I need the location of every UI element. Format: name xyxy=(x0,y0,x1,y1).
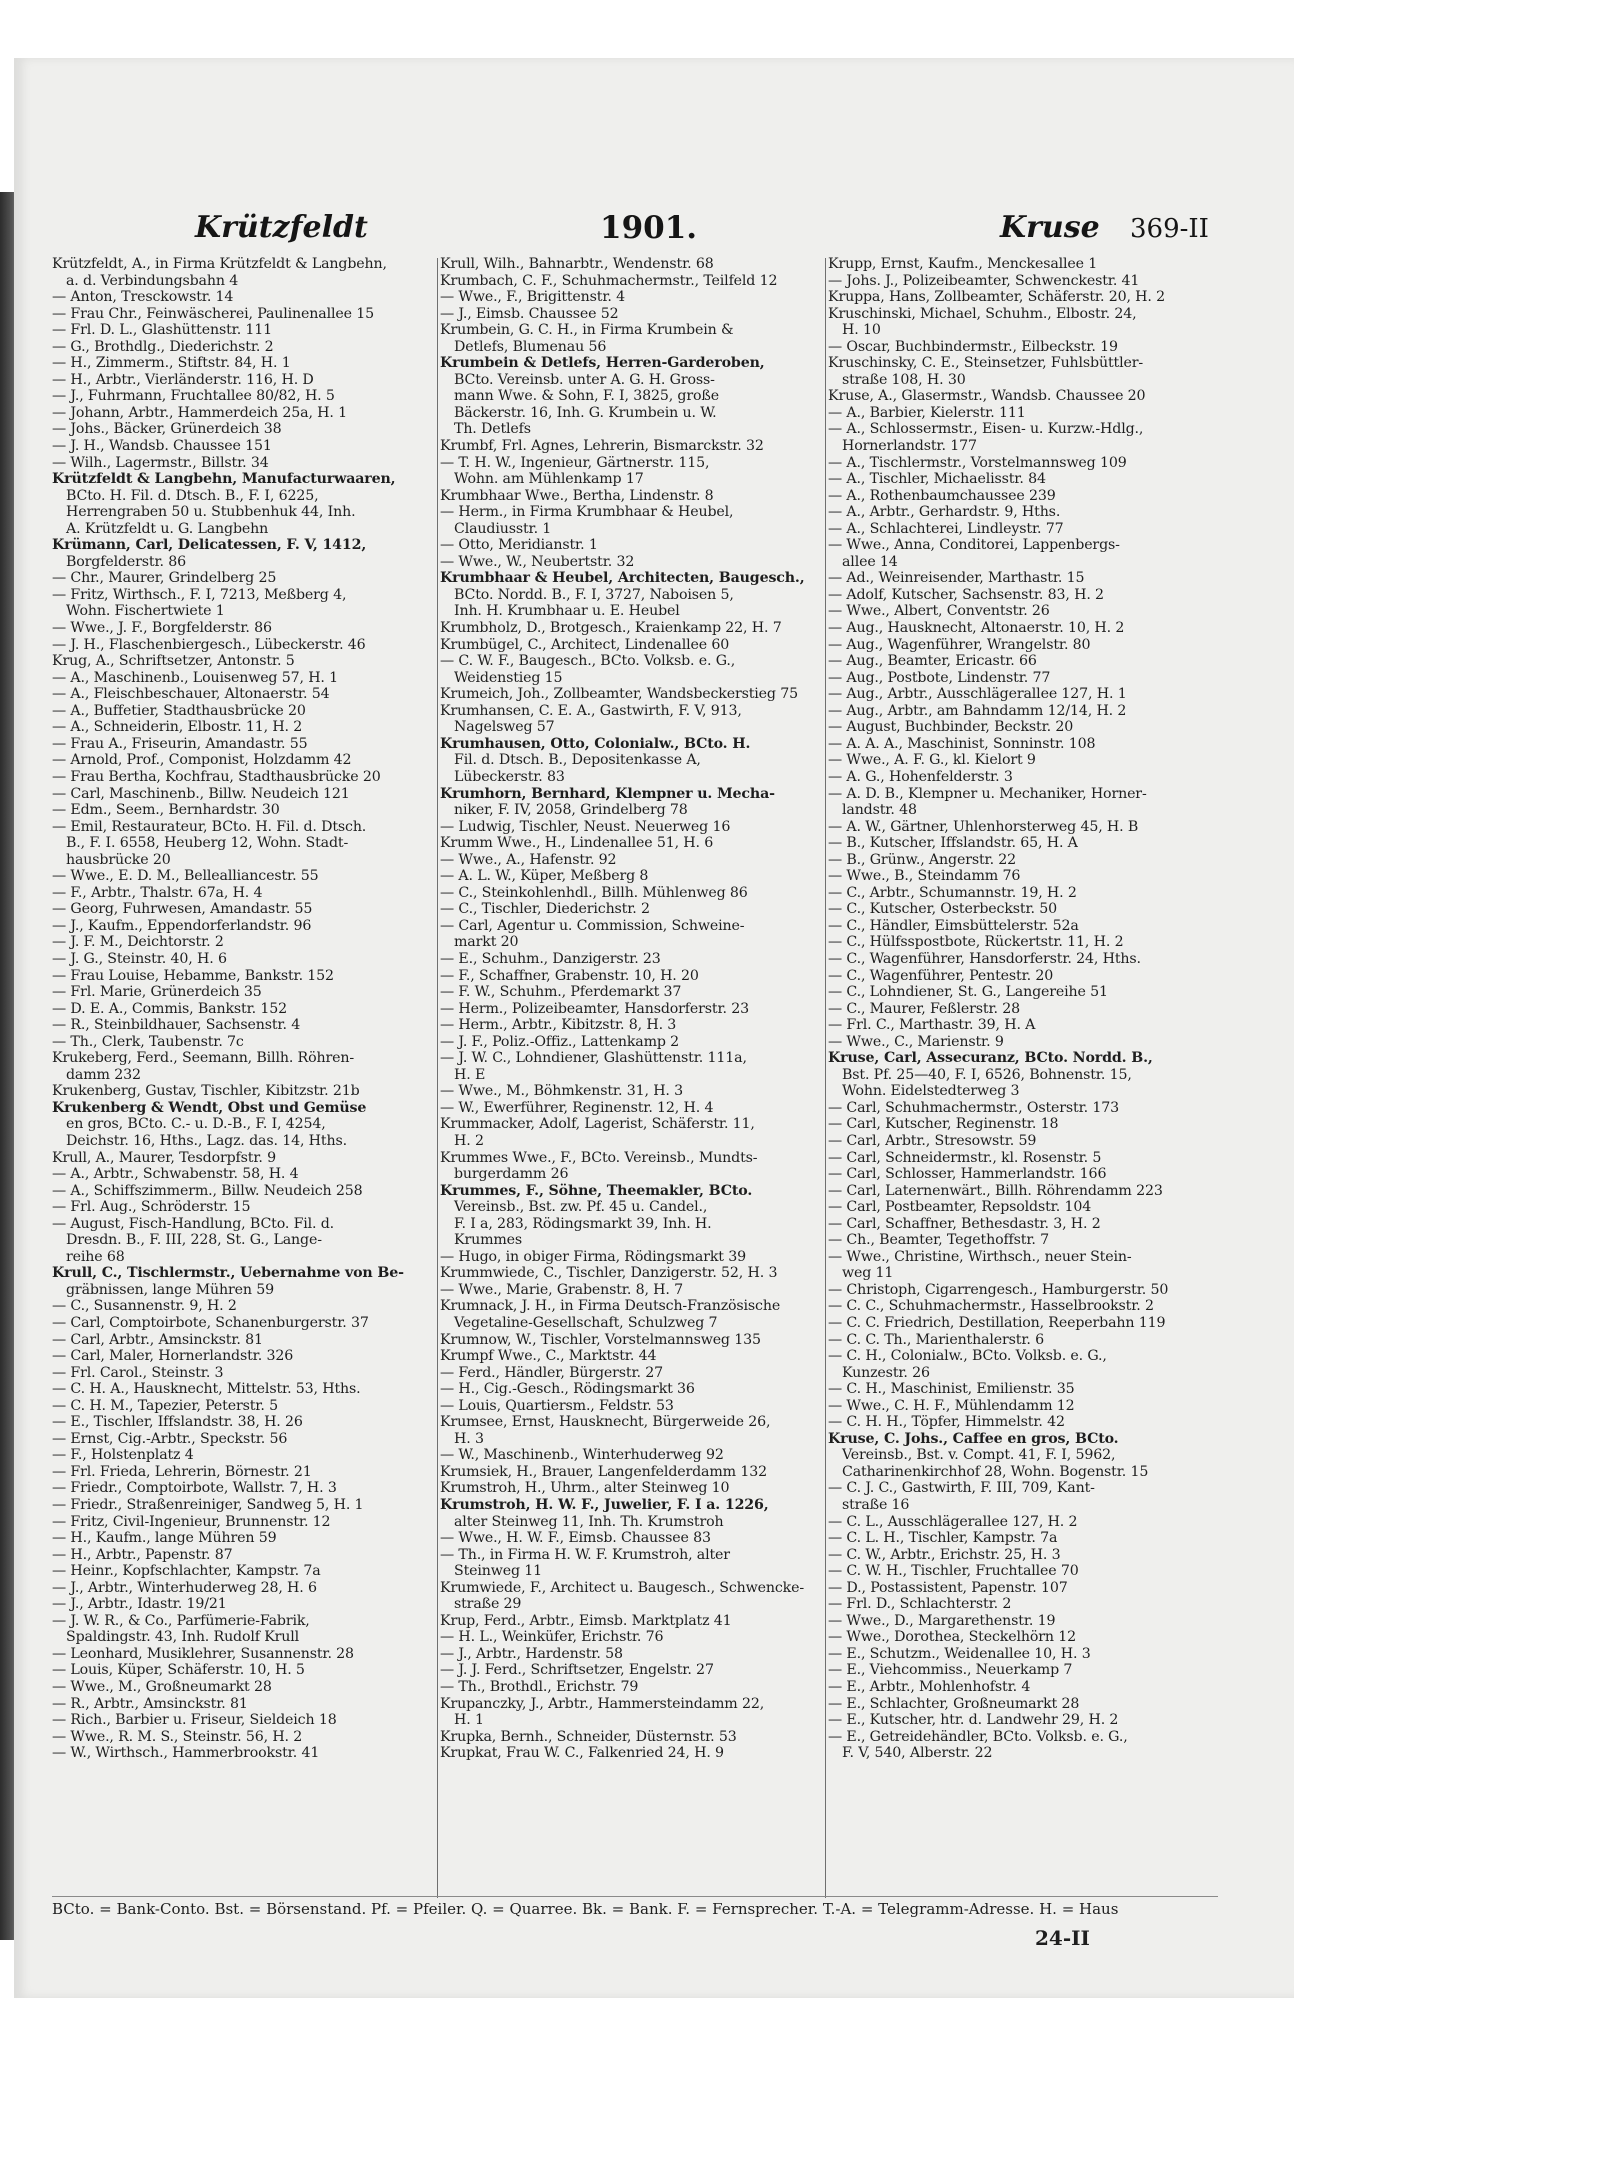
directory-entry: — C. L., Ausschlägerallee 127, H. 2 xyxy=(828,1513,1078,1530)
directory-entry: — A., Schlossermstr., Eisen- u. Kurzw.-Hdlg., xyxy=(828,421,1144,438)
directory-entry: — C. H. M., Tapezier, Peterstr. 5 xyxy=(52,1397,278,1414)
directory-entry: — C. H., Maschinist, Emilienstr. 35 xyxy=(828,1381,1075,1398)
abbreviation-legend: BCto. = Bank-Conto. Bst. = Börsenstand. Pf. = Pfeiler. Q. = Quarree. Bk. = Bank. F. = Fernsprecher. T.-A. = Telegramm-Adresse. H. = Haus xyxy=(52,1900,1119,1918)
directory-entry: Krumbf, Frl. Agnes, Lehrerin, Bismarckstr. 32 xyxy=(440,438,764,455)
directory-entry: — Carl, Schneidermstr., kl. Rosenstr. 5 xyxy=(828,1149,1102,1166)
directory-entry: — F. W., Schuhm., Pferdemarkt 37 xyxy=(440,984,682,1001)
directory-entry: — Frau A., Friseurin, Amandastr. 55 xyxy=(52,735,308,752)
directory-entry: — Wwe., F., Brigittenstr. 4 xyxy=(440,289,626,306)
directory-entry: — J. W. C., Lohndiener, Glashüttenstr. 111a, xyxy=(440,1050,747,1067)
directory-entry: — Aug., Wagenführer, Wrangelstr. 80 xyxy=(828,636,1091,653)
directory-entry: markt 20 xyxy=(454,934,519,951)
directory-entry: — Carl, Maler, Hornerlandstr. 326 xyxy=(52,1348,294,1365)
directory-entry: — Frau Chr., Feinwäscherei, Paulinenallee 15 xyxy=(52,305,374,322)
directory-entry: Wohn. Fischertwiete 1 xyxy=(66,603,225,620)
directory-entry: — B., Grünw., Angerstr. 22 xyxy=(828,851,1017,868)
directory-entry: — A., Arbtr., Gerhardstr. 9, Hths. xyxy=(828,504,1061,521)
directory-entry: — F., Arbtr., Thalstr. 67a, H. 4 xyxy=(52,884,263,901)
directory-entry: — Aug., Beamter, Ericastr. 66 xyxy=(828,653,1037,670)
directory-entry: — Wwe., H. W. F., Eimsb. Chaussee 83 xyxy=(440,1530,711,1547)
directory-entry-firm: Krull, C., Tischlermstr., Uebernahme von Be- xyxy=(52,1265,404,1282)
directory-entry: — Adolf, Kutscher, Sachsenstr. 83, H. 2 xyxy=(828,586,1104,603)
directory-entry: — Ferd., Händler, Bürgerstr. 27 xyxy=(440,1364,664,1381)
directory-entry: Kruse, A., Glasermstr., Wandsb. Chaussee 20 xyxy=(828,388,1146,405)
directory-entry: — A., Tischlermstr., Vorstelmannsweg 109 xyxy=(828,454,1127,471)
directory-entry: — A. A. A., Maschinist, Sonninstr. 108 xyxy=(828,735,1096,752)
directory-entry: Krull, A., Maurer, Tesdorpfstr. 9 xyxy=(52,1149,277,1166)
directory-entry: — H. L., Weinküfer, Erichstr. 76 xyxy=(440,1629,664,1646)
directory-entry: — J. W. R., & Co., Parfümerie-Fabrik, xyxy=(52,1612,310,1629)
directory-entry: Krumwiede, F., Architect u. Baugesch., Schwencke- xyxy=(440,1579,805,1596)
directory-entry: alter Steinweg 11, Inh. Th. Krumstroh xyxy=(454,1513,724,1530)
directory-entry: — Wwe., Albert, Conventstr. 26 xyxy=(828,603,1050,620)
directory-entry: Krukeberg, Ferd., Seemann, Billh. Röhren- xyxy=(52,1050,354,1067)
directory-entry: — Herm., Arbtr., Kibitzstr. 8, H. 3 xyxy=(440,1017,677,1034)
directory-entry: Krumm Wwe., H., Lindenallee 51, H. 6 xyxy=(440,835,714,852)
directory-entry-firm: Krumstroh, H. W. F., Juwelier, F. I a. 1226, xyxy=(440,1497,769,1514)
directory-entry: Wohn. Eidelstedterweg 3 xyxy=(842,1083,1020,1100)
column-divider xyxy=(437,258,438,1898)
directory-entry: — Wwe., Dorothea, Steckelhörn 12 xyxy=(828,1629,1076,1646)
directory-entry: — Wwe., E. D. M., Bellealliancestr. 55 xyxy=(52,868,319,885)
directory-entry: — Oscar, Buchbindermstr., Eilbeckstr. 19 xyxy=(828,338,1118,355)
directory-entry: Krumstroh, H., Uhrm., alter Steinweg 10 xyxy=(440,1480,730,1497)
directory-entry-firm: Krumbhaar & Heubel, Architecten, Baugesch., xyxy=(440,570,805,587)
directory-entry: — Carl, Arbtr., Stresowstr. 59 xyxy=(828,1132,1037,1149)
directory-entry-firm: Kruse, Carl, Assecuranz, BCto. Nordd. B., xyxy=(828,1050,1153,1067)
page-year: 1901. xyxy=(600,210,698,246)
directory-entry: Claudiusstr. 1 xyxy=(454,520,552,537)
directory-entry: Catharinenkirchhof 28, Wohn. Bogenstr. 15 xyxy=(842,1463,1149,1480)
directory-entry: allee 14 xyxy=(842,553,898,570)
directory-entry: Krug, A., Schriftsetzer, Antonstr. 5 xyxy=(52,653,295,670)
directory-entry: Krummes xyxy=(454,1232,523,1249)
directory-entry: — A., Maschinenb., Louisenweg 57, H. 1 xyxy=(52,669,339,686)
directory-entry: — C., Kutscher, Osterbeckstr. 50 xyxy=(828,901,1057,918)
directory-entry: gräbnissen, lange Mühren 59 xyxy=(66,1281,274,1298)
directory-entry: — C. C. Th., Marienthalerstr. 6 xyxy=(828,1331,1045,1348)
directory-entry: — C., Hülfsspostbote, Rückertstr. 11, H. 2 xyxy=(828,934,1124,951)
directory-entry: — J. G., Steinstr. 40, H. 6 xyxy=(52,950,227,967)
directory-entry: Borgfelderstr. 86 xyxy=(66,553,187,570)
directory-entry: — H., Zimmerm., Stiftstr. 84, H. 1 xyxy=(52,355,291,372)
directory-entry: landstr. 48 xyxy=(842,802,917,819)
directory-entry: Krummacker, Adolf, Lagerist, Schäferstr. 11, xyxy=(440,1116,755,1133)
directory-entry: — E., Kutscher, htr. d. Landwehr 29, H. 2 xyxy=(828,1712,1119,1729)
directory-entry: — Otto, Meridianstr. 1 xyxy=(440,537,598,554)
directory-entry: — Ernst, Cig.-Arbtr., Speckstr. 56 xyxy=(52,1430,288,1447)
directory-entry: — Frau Louise, Hebamme, Bankstr. 152 xyxy=(52,967,334,984)
directory-entry: — Ad., Weinreisender, Marthastr. 15 xyxy=(828,570,1085,587)
directory-entry: Krumbhaar Wwe., Bertha, Lindenstr. 8 xyxy=(440,487,714,504)
directory-entry: Hornerlandstr. 177 xyxy=(842,438,977,455)
directory-entry: — C. H. H., Töpfer, Himmelstr. 42 xyxy=(828,1414,1065,1431)
directory-entry: Krumnack, J. H., in Firma Deutsch-Französische xyxy=(440,1298,781,1315)
directory-entry: Steinweg 11 xyxy=(454,1563,543,1580)
directory-entry: — Carl, Maschinenb., Billw. Neudeich 121 xyxy=(52,785,350,802)
directory-entry: BCto. Nordd. B., F. I, 3727, Naboisen 5, xyxy=(454,586,734,603)
directory-entry: — August, Fisch-Handlung, BCto. Fil. d. xyxy=(52,1215,335,1232)
directory-entry: — A., Arbtr., Schwabenstr. 58, H. 4 xyxy=(52,1166,299,1183)
directory-entry: Krumnow, W., Tischler, Vorstelmannsweg 135 xyxy=(440,1331,761,1348)
directory-entry: — Frl. Aug., Schröderstr. 15 xyxy=(52,1199,251,1216)
directory-entry: — Aug., Arbtr., Ausschlägerallee 127, H. 1 xyxy=(828,686,1127,703)
directory-entry: Fil. d. Dtsch. B., Depositenkasse A, xyxy=(454,752,701,769)
directory-entry: Krumbein, G. C. H., in Firma Krumbein & xyxy=(440,322,734,339)
directory-entry: en gros, BCto. C.- u. D.-B., F. I, 4254, xyxy=(66,1116,326,1133)
directory-entry: — A., Rothenbaumchaussee 239 xyxy=(828,487,1056,504)
directory-entry: — A., Fleischbeschauer, Altonaerstr. 54 xyxy=(52,686,330,703)
directory-entry: H. 10 xyxy=(842,322,881,339)
directory-entry: — Frl. C., Marthastr. 39, H. A xyxy=(828,1017,1036,1034)
directory-entry: A. Krützfeldt u. G. Langbehn xyxy=(66,520,269,537)
directory-entry-firm: Krumbein & Detlefs, Herren-Garderoben, xyxy=(440,355,765,372)
directory-entry: — C. H. A., Hausknecht, Mittelstr. 53, Hths. xyxy=(52,1381,361,1398)
directory-entry: B., F. I. 6558, Heuberg 12, Wohn. Stadt- xyxy=(66,835,349,852)
directory-entry: — J. H., Wandsb. Chaussee 151 xyxy=(52,438,272,455)
directory-entry: — Herm., Polizeibeamter, Hansdorferstr. 23 xyxy=(440,1000,750,1017)
directory-entry: — A., Buffetier, Stadthausbrücke 20 xyxy=(52,702,306,719)
directory-entry: Herrengraben 50 u. Stubbenhuk 44, Inh. xyxy=(66,504,356,521)
directory-entry: — Edm., Seem., Bernhardstr. 30 xyxy=(52,802,280,819)
directory-entry: mann Wwe. & Sohn, F. I, 3825, große xyxy=(454,388,719,405)
directory-entry: Vereinsb., Bst. v. Compt. 41, F. I, 5962, xyxy=(842,1447,1116,1464)
directory-entry: — C. W. F., Baugesch., BCto. Volksb. e. G., xyxy=(440,653,736,670)
directory-entry: — Wilh., Lagermstr., Billstr. 34 xyxy=(52,454,269,471)
directory-entry: Detlefs, Blumenau 56 xyxy=(454,338,607,355)
directory-entry: H. 2 xyxy=(454,1132,484,1149)
directory-entry: Krukenberg, Gustav, Tischler, Kibitzstr. 21b xyxy=(52,1083,360,1100)
directory-entry: — Fritz, Wirthsch., F. I, 7213, Meßberg 4, xyxy=(52,586,347,603)
directory-entry: — D., Postassistent, Papenstr. 107 xyxy=(828,1579,1068,1596)
directory-entry: — Frl. Carol., Steinstr. 3 xyxy=(52,1364,224,1381)
directory-entry: — Wwe., Marie, Grabenstr. 8, H. 7 xyxy=(440,1281,683,1298)
directory-entry-firm: Krümann, Carl, Delicatessen, F. V, 1412, xyxy=(52,537,367,554)
directory-entry: — Wwe., W., Neubertstr. 32 xyxy=(440,553,635,570)
directory-entry: — Wwe., C., Marienstr. 9 xyxy=(828,1033,1004,1050)
directory-entry: BCto. H. Fil. d. Dtsch. B., F. I, 6225, xyxy=(66,487,319,504)
directory-entry-firm: Krumhausen, Otto, Colonialw., BCto. H. xyxy=(440,735,751,752)
directory-entry: — Johs. J., Polizeibeamter, Schwenckestr. 41 xyxy=(828,272,1140,289)
directory-entry: — Wwe., M., Großneumarkt 28 xyxy=(52,1679,272,1696)
directory-entry: — Friedr., Comptoirbote, Wallstr. 7, H. 3 xyxy=(52,1480,337,1497)
directory-entry: — Leonhard, Musiklehrer, Susannenstr. 28 xyxy=(52,1645,354,1662)
directory-entry: — Wwe., J. F., Borgfelderstr. 86 xyxy=(52,620,272,637)
directory-entry: — C., Maurer, Feßlerstr. 28 xyxy=(828,1000,1021,1017)
directory-entry: — Johann, Arbtr., Hammerdeich 25a, H. 1 xyxy=(52,404,348,421)
directory-entry: Krup, Ferd., Arbtr., Eimsb. Marktplatz 41 xyxy=(440,1612,732,1629)
directory-entry: BCto. Vereinsb. unter A. G. H. Gross- xyxy=(454,371,715,388)
directory-entry: — H., Arbtr., Papenstr. 87 xyxy=(52,1546,233,1563)
directory-entry: — G., Brothdlg., Diederichstr. 2 xyxy=(52,338,274,355)
directory-entry: — C. C. Friedrich, Destillation, Reeperbahn 119 xyxy=(828,1315,1166,1331)
directory-entry-firm: Krumhorn, Bernhard, Klempner u. Mecha- xyxy=(440,785,775,802)
directory-entry: — Wwe., Anna, Conditorei, Lappenbergs- xyxy=(828,537,1120,554)
running-head-left: Krützfeldt xyxy=(195,210,368,245)
directory-entry: — J., Eimsb. Chaussee 52 xyxy=(440,305,619,322)
directory-entry: — J. J. Ferd., Schriftsetzer, Engelstr. 27 xyxy=(440,1662,714,1679)
column-3 xyxy=(828,256,1226,1896)
directory-entry: — H., Arbtr., Vierländerstr. 116, H. D xyxy=(52,371,314,388)
directory-entry: — A., Schiffszimmerm., Billw. Neudeich 258 xyxy=(52,1182,363,1199)
directory-entry: — Th., in Firma H. W. F. Krumstroh, alter xyxy=(440,1546,730,1563)
directory-entry: — Wwe., D., Margarethenstr. 19 xyxy=(828,1612,1056,1629)
directory-entry: H. E xyxy=(454,1066,486,1083)
directory-entry: — C. L. H., Tischler, Kampstr. 7a xyxy=(828,1530,1058,1547)
directory-entry: — C. J. C., Gastwirth, F. III, 709, Kant- xyxy=(828,1480,1095,1497)
directory-entry: Krumsiek, H., Brauer, Langenfelderdamm 132 xyxy=(440,1463,767,1480)
directory-entry: — A. D. B., Klempner u. Mechaniker, Horner- xyxy=(828,785,1147,802)
directory-entry: — Louis, Quartiersm., Feldstr. 53 xyxy=(440,1397,674,1414)
directory-entry: — Frl. D., Schlachterstr. 2 xyxy=(828,1596,1012,1613)
directory-entry: burgerdamm 26 xyxy=(454,1166,569,1183)
column-2 xyxy=(440,256,838,1896)
directory-entry: — Ch., Beamter, Tegethoffstr. 7 xyxy=(828,1232,1050,1249)
directory-entry: Krumhansen, C. E. A., Gastwirth, F. V, 913, xyxy=(440,702,742,719)
directory-entry: — C. H., Colonialw., BCto. Volksb. e. G., xyxy=(828,1348,1107,1365)
directory-entry: Kruschinski, Michael, Schuhm., Elbostr. 24, xyxy=(828,305,1137,322)
directory-entry: — J., Fuhrmann, Fruchtallee 80/82, H. 5 xyxy=(52,388,335,405)
directory-entry: — A., Tischler, Michaelisstr. 84 xyxy=(828,471,1046,488)
directory-entry: — C. C., Schuhmachermstr., Hasselbrookstr. 2 xyxy=(828,1298,1154,1315)
directory-entry: — J., Kaufm., Eppendorferlandstr. 96 xyxy=(52,917,312,934)
directory-entry: — H., Kaufm., lange Mühren 59 xyxy=(52,1530,277,1547)
directory-entry: — C., Arbtr., Schumannstr. 19, H. 2 xyxy=(828,884,1077,901)
directory-entry: straße 29 xyxy=(454,1596,522,1613)
directory-entry: — F., Holstenplatz 4 xyxy=(52,1447,194,1464)
directory-entry: — Emil, Restaurateur, BCto. H. Fil. d. Dtsch. xyxy=(52,818,367,835)
directory-entry: Krumpf Wwe., C., Marktstr. 44 xyxy=(440,1348,657,1365)
directory-entry: — Friedr., Straßenreiniger, Sandweg 5, H. 1 xyxy=(52,1497,364,1514)
directory-entry: — A. W., Gärtner, Uhlenhorsterweg 45, H. B xyxy=(828,818,1139,835)
directory-entry: — Heinr., Kopfschlachter, Kampstr. 7a xyxy=(52,1563,321,1580)
directory-entry: — C., Wagenführer, Pentestr. 20 xyxy=(828,967,1054,984)
directory-entry: — Aug., Hausknecht, Altonaerstr. 10, H. 2 xyxy=(828,620,1125,637)
directory-entry: — J. F., Poliz.-Offiz., Lattenkamp 2 xyxy=(440,1033,680,1050)
directory-entry: Spaldingstr. 43, Inh. Rudolf Krull xyxy=(66,1629,300,1646)
directory-entry: — B., Kutscher, Iffslandstr. 65, H. A xyxy=(828,835,1078,852)
directory-entry: Krupp, Ernst, Kaufm., Menckesallee 1 xyxy=(828,256,1098,272)
directory-entry: — Carl, Postbeamter, Repsoldstr. 104 xyxy=(828,1199,1092,1216)
directory-entry: — C., Tischler, Diederichstr. 2 xyxy=(440,901,650,918)
directory-entry: — E., Tischler, Iffslandstr. 38, H. 26 xyxy=(52,1414,303,1431)
directory-entry: — Carl, Schuhmachermstr., Osterstr. 173 xyxy=(828,1099,1120,1116)
directory-entry: — A., Schlachterei, Lindleystr. 77 xyxy=(828,520,1064,537)
directory-entry: — Georg, Fuhrwesen, Amandastr. 55 xyxy=(52,901,313,918)
directory-entry: — H., Cig.-Gesch., Rödingsmarkt 36 xyxy=(440,1381,695,1398)
directory-entry: Bäckerstr. 16, Inh. G. Krumbein u. W. xyxy=(454,404,717,421)
directory-entry: — Ludwig, Tischler, Neust. Neuerweg 16 xyxy=(440,818,731,835)
directory-entry: — Herm., in Firma Krumbhaar & Heubel, xyxy=(440,504,734,521)
directory-entry: Wohn. am Mühlenkamp 17 xyxy=(454,471,644,488)
directory-entry-firm: Krummes, F., Söhne, Theemakler, BCto. xyxy=(440,1182,753,1199)
directory-entry: — Frl. D. L., Glashüttenstr. 111 xyxy=(52,322,273,339)
directory-entry: — Wwe., R. M. S., Steinstr. 56, H. 2 xyxy=(52,1728,303,1745)
directory-entry: — Wwe., C. H. F., Mühlendamm 12 xyxy=(828,1397,1075,1414)
directory-entry: damm 232 xyxy=(66,1066,141,1083)
directory-entry: — Wwe., A. F. G., kl. Kielort 9 xyxy=(828,752,1036,769)
directory-entry: — Aug., Postbote, Lindenstr. 77 xyxy=(828,669,1051,686)
directory-entry: Krupanczky, J., Arbtr., Hammersteindamm 22, xyxy=(440,1695,765,1712)
signature-mark: 24-II xyxy=(1035,1926,1090,1950)
directory-entry: — W., Maschinenb., Winterhuderweg 92 xyxy=(440,1447,724,1464)
directory-entry: Kunzestr. 26 xyxy=(842,1364,930,1381)
directory-entry: Bst. Pf. 25—40, F. I, 6526, Bohnenstr. 15, xyxy=(842,1066,1132,1083)
column-divider xyxy=(825,258,826,1898)
directory-entry: — Frau Bertha, Kochfrau, Stadthausbrücke 20 xyxy=(52,768,381,785)
directory-entry: Deichstr. 16, Hths., Lagz. das. 14, Hths. xyxy=(66,1132,347,1149)
directory-entry: — E., Viehcommiss., Neuerkamp 7 xyxy=(828,1662,1073,1679)
directory-entry: Krumbach, C. F., Schuhmachermstr., Teilfeld 12 xyxy=(440,272,778,289)
directory-entry: — A. G., Hohenfelderstr. 3 xyxy=(828,768,1013,785)
directory-entry: H. 3 xyxy=(454,1430,484,1447)
directory-entry-firm: Kruse, C. Johs., Caffee en gros, BCto. xyxy=(828,1430,1119,1447)
directory-entry: Krumbholz, D., Brotgesch., Kraienkamp 22, H. 7 xyxy=(440,620,782,637)
directory-entry: — J. F. M., Deichtorstr. 2 xyxy=(52,934,224,951)
directory-entry: — E., Getreidehändler, BCto. Volksb. e. G., xyxy=(828,1728,1128,1745)
directory-entry: — Carl, Kutscher, Reginenstr. 18 xyxy=(828,1116,1059,1133)
directory-entry: — Frl. Marie, Grünerdeich 35 xyxy=(52,984,262,1001)
directory-entry: — J. H., Flaschenbiergesch., Lübeckerstr. 46 xyxy=(52,636,366,653)
directory-entry: — J., Arbtr., Idastr. 19/21 xyxy=(52,1596,227,1613)
directory-entry: reihe 68 xyxy=(66,1248,125,1265)
directory-entry: Krummes Wwe., F., BCto. Vereinsb., Mundts- xyxy=(440,1149,758,1166)
directory-entry: Kruschinsky, C. E., Steinsetzer, Fuhlsbüttler- xyxy=(828,355,1143,372)
directory-entry: Krützfeldt, A., in Firma Krützfeldt & Langbehn, xyxy=(52,256,387,272)
directory-entry: — Arnold, Prof., Componist, Holzdamm 42 xyxy=(52,752,352,769)
directory-entry: a. d. Verbindungsbahn 4 xyxy=(66,272,239,289)
directory-entry: — Anton, Tresckowstr. 14 xyxy=(52,289,234,306)
directory-entry: F. V, 540, Alberstr. 22 xyxy=(842,1745,993,1762)
directory-entry: Lübeckerstr. 83 xyxy=(454,768,565,785)
directory-entry: hausbrücke 20 xyxy=(66,851,171,868)
directory-entry: — Chr., Maurer, Grindelberg 25 xyxy=(52,570,277,587)
directory-entry: — J., Arbtr., Winterhuderweg 28, H. 6 xyxy=(52,1579,317,1596)
directory-entry: Krummwiede, C., Tischler, Danzigerstr. 52, H. 3 xyxy=(440,1265,778,1282)
directory-entry: — Carl, Laternenwärt., Billh. Röhrendamm 223 xyxy=(828,1182,1163,1199)
directory-entry: — Wwe., A., Hafenstr. 92 xyxy=(440,851,617,868)
directory-entry: straße 108, H. 30 xyxy=(842,371,966,388)
directory-entry: weg 11 xyxy=(842,1265,894,1282)
directory-entry: — C., Händler, Eimsbüttelerstr. 52a xyxy=(828,917,1079,934)
directory-entry: — Carl, Schaffner, Bethesdastr. 3, H. 2 xyxy=(828,1215,1101,1232)
directory-entry: — R., Steinbildhauer, Sachsenstr. 4 xyxy=(52,1017,301,1034)
directory-entry: — Wwe., B., Steindamm 76 xyxy=(828,868,1021,885)
directory-entry: — C., Steinkohlenhdl., Billh. Mühlenweg 86 xyxy=(440,884,748,901)
directory-entry: — Th., Clerk, Taubenstr. 7c xyxy=(52,1033,244,1050)
directory-entry: — F., Schaffner, Grabenstr. 10, H. 20 xyxy=(440,967,699,984)
directory-entry: — D. E. A., Commis, Bankstr. 152 xyxy=(52,1000,288,1017)
directory-entry: Krumbügel, C., Architect, Lindenallee 60 xyxy=(440,636,730,653)
directory-entry: — A., Schneiderin, Elbostr. 11, H. 2 xyxy=(52,719,303,736)
directory-entry: — Rich., Barbier u. Friseur, Sieldeich 18 xyxy=(52,1712,337,1729)
directory-entry: — Johs., Bäcker, Grünerdeich 38 xyxy=(52,421,282,438)
directory-entry-firm: Krukenberg & Wendt, Obst und Gemüse xyxy=(52,1099,367,1116)
directory-entry: Weidenstieg 15 xyxy=(454,669,563,686)
directory-entry: straße 16 xyxy=(842,1497,910,1514)
directory-entry: — R., Arbtr., Amsinckstr. 81 xyxy=(52,1695,248,1712)
directory-entry: Inh. H. Krumbhaar u. E. Heubel xyxy=(454,603,680,620)
directory-entry: Krumeich, Joh., Zollbeamter, Wandsbeckerstieg 75 xyxy=(440,686,798,703)
directory-entry: — Louis, Küper, Schäferstr. 10, H. 5 xyxy=(52,1662,305,1679)
directory-entry: — Frl. Frieda, Lehrerin, Börnestr. 21 xyxy=(52,1463,312,1480)
directory-entry: — Aug., Arbtr., am Bahndamm 12/14, H. 2 xyxy=(828,702,1127,719)
directory-entry: — Wwe., M., Böhmkenstr. 31, H. 3 xyxy=(440,1083,684,1100)
directory-entry: Nagelsweg 57 xyxy=(454,719,555,736)
directory-entry: — W., Wirthsch., Hammerbrookstr. 41 xyxy=(52,1745,320,1762)
directory-entry: F. I a, 283, Rödingsmarkt 39, Inh. H. xyxy=(454,1215,712,1232)
directory-entry: — Carl, Comptoirbote, Schanenburgerstr. 37 xyxy=(52,1315,369,1331)
directory-entry: — E., Arbtr., Mohlenhofstr. 4 xyxy=(828,1679,1031,1696)
directory-entry: Vereinsb., Bst. zw. Pf. 45 u. Candel., xyxy=(454,1199,708,1216)
directory-entry: — T. H. W., Ingenieur, Gärtnerstr. 115, xyxy=(440,454,710,471)
directory-entry: — Wwe., Christine, Wirthsch., neuer Stein- xyxy=(828,1248,1132,1265)
column-1 xyxy=(52,256,450,1896)
directory-entry: — W., Ewerführer, Reginenstr. 12, H. 4 xyxy=(440,1099,714,1116)
directory-entry: — A., Barbier, Kielerstr. 111 xyxy=(828,404,1026,421)
directory-entry: — E., Schuhm., Danzigerstr. 23 xyxy=(440,950,661,967)
directory-entry: Krumsee, Ernst, Hausknecht, Bürgerweide 26, xyxy=(440,1414,771,1431)
directory-entry: — E., Schlachter, Großneumarkt 28 xyxy=(828,1695,1080,1712)
running-head-right: Kruse xyxy=(1000,210,1100,245)
directory-entry: — C., Susannenstr. 9, H. 2 xyxy=(52,1298,237,1315)
directory-entry: Vegetaline-Gesellschaft, Schulzweg 7 xyxy=(454,1315,718,1331)
directory-entry: niker, F. IV, 2058, Grindelberg 78 xyxy=(454,802,688,819)
directory-entry: — C. W. H., Tischler, Fruchtallee 70 xyxy=(828,1563,1079,1580)
directory-entry: — J., Arbtr., Hardenstr. 58 xyxy=(440,1645,623,1662)
directory-entry: — Th., Brothdl., Erichstr. 79 xyxy=(440,1679,639,1696)
directory-entry: — E., Schutzm., Weidenallee 10, H. 3 xyxy=(828,1645,1091,1662)
directory-entry: H. 1 xyxy=(454,1712,484,1729)
directory-entry: — Carl, Agentur u. Commission, Schweine- xyxy=(440,917,745,934)
directory-entry: Krupka, Bernh., Schneider, Düsternstr. 53 xyxy=(440,1728,737,1745)
directory-entry: — Fritz, Civil-Ingenieur, Brunnenstr. 12 xyxy=(52,1513,331,1530)
directory-entry: Th. Detlefs xyxy=(454,421,531,438)
directory-entry: Kruppa, Hans, Zollbeamter, Schäferstr. 20, H. 2 xyxy=(828,289,1165,306)
directory-entry: — C., Wagenführer, Hansdorferstr. 24, Hths. xyxy=(828,950,1141,967)
directory-entry: Dresdn. B., F. III, 228, St. G., Lange- xyxy=(66,1232,322,1249)
footer-divider xyxy=(52,1896,1218,1897)
directory-entry: Krupkat, Frau W. C., Falkenried 24, H. 9 xyxy=(440,1745,724,1762)
page-number: 369-II xyxy=(1130,214,1209,244)
directory-entry: — Hugo, in obiger Firma, Rödingsmarkt 39 xyxy=(440,1248,746,1265)
directory-entry: — Christoph, Cigarrengesch., Hamburgerstr. 50 xyxy=(828,1281,1169,1298)
directory-entry: — A. L. W., Küper, Meßberg 8 xyxy=(440,868,649,885)
directory-entry-firm: Krützfeldt & Langbehn, Manufacturwaaren, xyxy=(52,471,396,488)
directory-entry: — C., Lohndiener, St. G., Langereihe 51 xyxy=(828,984,1108,1001)
directory-entry: Krull, Wilh., Bahnarbtr., Wendenstr. 68 xyxy=(440,256,714,272)
directory-entry: — Carl, Schlosser, Hammerlandstr. 166 xyxy=(828,1166,1107,1183)
directory-entry: — August, Buchbinder, Beckstr. 20 xyxy=(828,719,1074,736)
directory-entry: — Carl, Arbtr., Amsinckstr. 81 xyxy=(52,1331,263,1348)
directory-entry: — C. W., Arbtr., Erichstr. 25, H. 3 xyxy=(828,1546,1061,1563)
